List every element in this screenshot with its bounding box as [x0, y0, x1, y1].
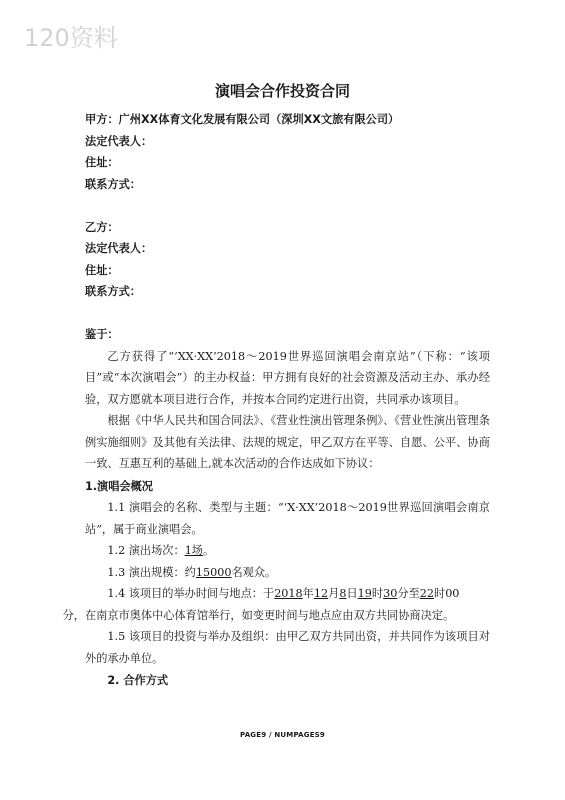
whereas-paragraph-2: 根据《中华人民共和国合同法》、《营业性演出管理条例》、《营业性演出管理条例实施细则》及其他有关法律、法规的规定，甲乙双方在平等、自愿、公平、协商一致、互惠互利的基础上,就本次活动的合作达成如下协议：: [85, 414, 490, 470]
audience-size: 15000: [195, 565, 232, 579]
party-b-address: 住址：: [85, 263, 119, 277]
party-a-address: 住址：: [85, 156, 119, 169]
party-b-name: 乙方：: [85, 220, 119, 234]
clause-1-4: 1.4 该项目的举办时间与地点：于2018年12月8日19时30分至22时00 分，在南京市奥体中心体育馆举行，如变更时间与地点应由双方共同协商决定。: [62, 587, 460, 622]
page-number-footer: PAGE9 / NUMPAGES9: [240, 731, 325, 739]
clause-1-2: 1.2 演出场次：1场。: [107, 544, 215, 557]
party-a-name: 甲方：广州XX体育文化发展有限公司（深圳XX文旅有限公司）: [85, 113, 400, 126]
party-b-contact: 联系方式：: [85, 285, 141, 298]
clause-1-5: 1.5 该项目的投资与举办及组织：由甲乙双方共同出资，并共同作为该项目对外的承办单位。: [85, 630, 490, 665]
document-title: 演唱会合作投资合同: [214, 82, 350, 100]
section-1-heading: 1.演唱会概况: [85, 479, 153, 493]
whereas-heading: 鉴于：: [85, 328, 119, 341]
clause-1-1: 1.1 演唱会的名称、类型与主题：“‘X·XX’2018～2019世界巡回演唱会南京站”，属于商业演唱会。: [85, 501, 490, 536]
document-body: [62, 109, 490, 692]
party-a-contact: 联系方式：: [85, 177, 141, 191]
party-a-rep: 法定代表人：: [85, 134, 153, 148]
whereas-paragraph-1: 乙方获得了“‘XX·XX’2018～2019世界巡回演唱会南京站”（下称：“该项目”或“本次演唱会”）的主办权益：甲方拥有良好的社会资源及活动主办、承办经验，双方愿就本项目进行合作，并按本合同约定进行出资，共同承办该项目。: [85, 349, 490, 406]
performance-count: 1场: [184, 544, 203, 557]
watermark-logo: 120资料: [24, 24, 118, 52]
clause-1-3: 1.3 演出规模：约15000名观众。: [107, 565, 277, 579]
party-b-rep: 法定代表人：: [85, 242, 153, 255]
section-2-heading: 2. 合作方式: [107, 674, 169, 687]
